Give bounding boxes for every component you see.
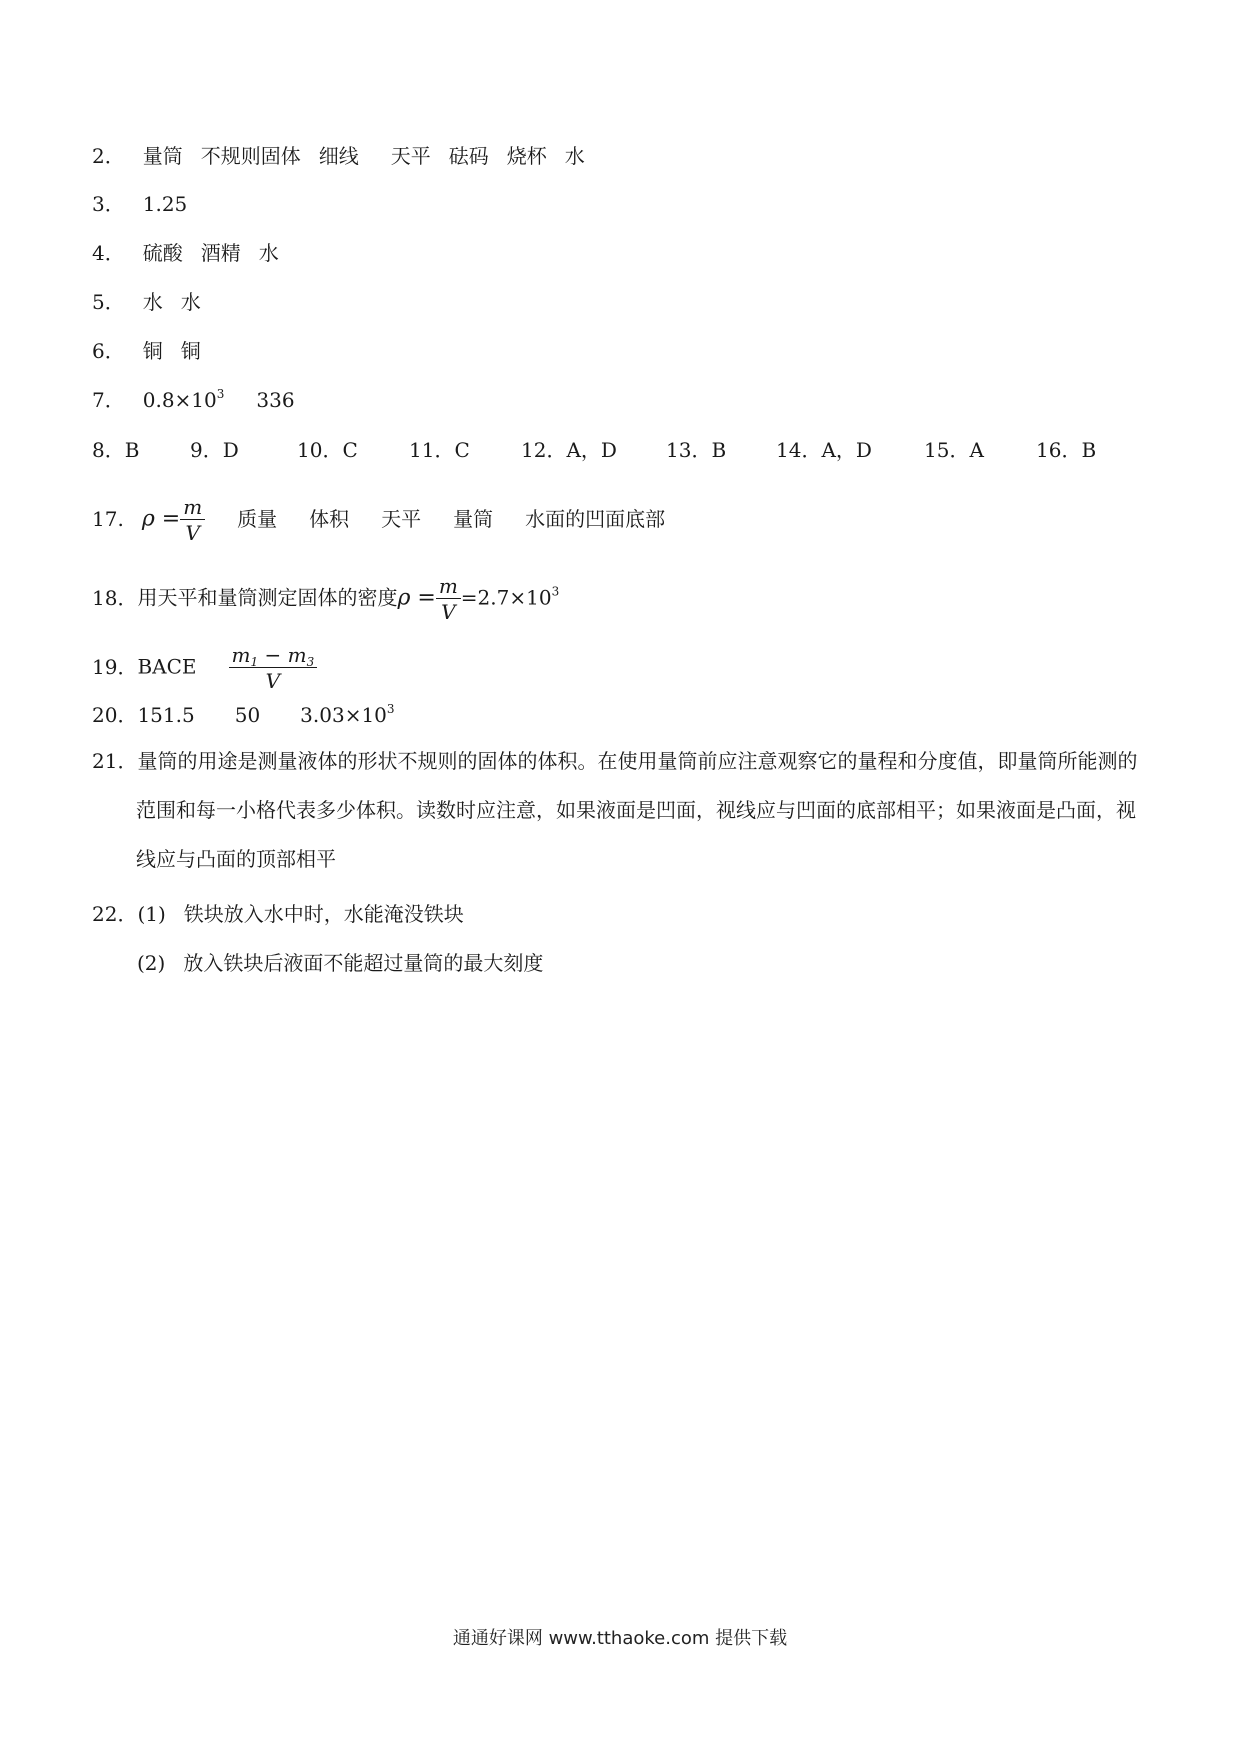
answer-text: BACE — [137, 654, 197, 679]
answer-item: 质量 — [237, 506, 278, 531]
exponent: 3 — [551, 584, 560, 599]
answer-18 — [92, 576, 559, 622]
answer-item: 量筒 — [142, 144, 183, 168]
answer-value: 3.03×10 — [300, 703, 387, 727]
answer-number: 7． — [92, 388, 125, 412]
answer-6 — [92, 337, 201, 365]
mcq-answer: 9．D — [190, 438, 239, 462]
answer-value: 336 — [256, 388, 295, 412]
answer-item: 铜 — [142, 339, 163, 363]
answer-number: 3． — [92, 192, 125, 216]
answer-number: 19． — [92, 654, 138, 679]
density-fraction: $\frac{m}{V}$ — [180, 497, 205, 543]
answer-number: 5． — [92, 290, 125, 314]
answer-4 — [92, 239, 279, 267]
answer-text: 铁块放入水中时，水能淹没铁块 — [183, 902, 464, 926]
exponent: 3 — [386, 702, 395, 716]
exponent: 3 — [216, 387, 225, 401]
answer-number: 21． — [92, 749, 138, 773]
mcq-answer: 15．A — [924, 438, 984, 462]
answer-item: 水 — [258, 241, 279, 265]
answer-17 — [92, 497, 665, 543]
answer-item: 体积 — [309, 506, 350, 531]
density-symbol: ρ = — [397, 585, 436, 611]
mcq-answer: 13．B — [666, 438, 727, 462]
answer-value: 50 — [234, 703, 261, 727]
mcq-answer: 16．B — [1036, 438, 1097, 462]
mcq-answer: 8．B — [92, 438, 140, 462]
answer-value: 0.8×10 — [142, 388, 217, 412]
answer-3 — [92, 190, 187, 218]
answer-number: 2． — [92, 144, 125, 168]
density-symbol: ρ = — [141, 506, 181, 532]
page-footer: 通通好课网 www.tthaoke.com 提供下载 — [452, 1628, 788, 1649]
answer-22-part-1 — [92, 900, 464, 928]
answer-item: 烧杯 — [506, 144, 547, 168]
answer-item: 硫酸 — [142, 241, 183, 265]
mcq-answer: 11．C — [409, 438, 470, 462]
density-fraction: $\frac{m}{V}$ — [436, 576, 461, 622]
answer-number: 22． — [92, 902, 138, 926]
answer-value: 151.5 — [137, 703, 195, 727]
answer-2 — [92, 142, 585, 170]
answer-5 — [92, 288, 201, 316]
mcq-answer: 10．C — [297, 438, 358, 462]
answer-number: 20． — [92, 703, 138, 727]
answer-item: 细线 — [318, 144, 359, 168]
part-label: (2) — [137, 951, 166, 975]
answer-item: 水面的凹面底部 — [525, 506, 666, 531]
answer-number: 6． — [92, 339, 125, 363]
answer-20 — [92, 701, 395, 729]
answer-text: 用天平和量筒测定固体的密度 — [137, 585, 398, 610]
answer-item: 水 — [180, 290, 201, 314]
answer-item: 铜 — [180, 339, 201, 363]
answer-number: 4． — [92, 241, 125, 265]
answer-text: 放入铁块后液面不能超过量筒的最大刻度 — [183, 951, 544, 975]
mcq-answer: 14．A，D — [776, 438, 872, 462]
mcq-answer: 12．A，D — [521, 438, 617, 462]
answer-item: 水 — [564, 144, 585, 168]
answer-22-part-2 — [137, 949, 543, 977]
answer-19 — [92, 645, 317, 691]
answer-item: 量筒 — [453, 506, 494, 531]
answer-item: 水 — [142, 290, 163, 314]
answer-number: 17. — [92, 506, 124, 531]
answer-value: =2.7×10 — [460, 585, 552, 610]
answer-text: 1.25 — [142, 192, 188, 216]
answer-item: 砝码 — [448, 144, 489, 168]
answer-number: 18． — [92, 585, 138, 610]
answer-item: 天平 — [381, 506, 422, 531]
answer-item: 天平 — [390, 144, 431, 168]
part-label: (1) — [137, 902, 166, 926]
answer-multiple-choice — [92, 436, 1096, 464]
answer-21 — [92, 737, 1152, 884]
answer-paragraph: 量筒的用途是测量液体的形状不规则的固体的体积。在使用量筒前应注意观察它的量程和分度值，即量筒所能测的范围和每一小格代表多少体积。读数时应注意，如果液面是凹面，视线应与凹面的底部相平；如果液面是凸面，视线应与凸面的顶部相平 — [136, 749, 1138, 871]
answer-item: 酒精 — [200, 241, 241, 265]
answer-item: 不规则固体 — [200, 144, 301, 168]
answer-7 — [92, 386, 295, 414]
density-fraction: $\frac{m_1 - m_3}{V}$ — [229, 645, 318, 691]
